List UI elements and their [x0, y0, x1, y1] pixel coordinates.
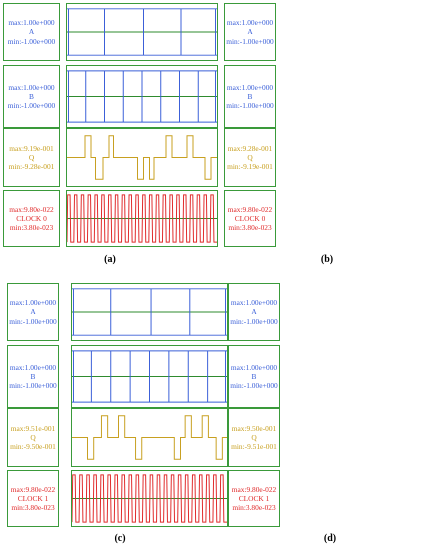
signal-name-text: Q — [251, 432, 257, 442]
waveform-plot — [66, 3, 218, 61]
signal-max-text: max:1.00e+000 — [230, 362, 278, 372]
signal-label-box — [228, 408, 280, 467]
signal-label-box — [224, 128, 276, 187]
signal-label-box — [3, 3, 60, 61]
waveform-plot — [71, 408, 228, 467]
signal-min-text: min:-1.00e+000 — [7, 101, 56, 111]
signal-max-text: max:9.19e-001 — [9, 143, 54, 153]
waveform-svg — [67, 191, 217, 246]
signal-min-text: min:-1.00e+000 — [226, 101, 274, 111]
signal-label-box — [7, 408, 59, 467]
caption-b: (b) — [320, 254, 334, 265]
signal-min-text: min:-1.00e+000 — [9, 381, 57, 391]
signal-max-text: max:9.80e-022 — [10, 484, 56, 494]
signal-name-text: B — [30, 371, 36, 381]
waveform-plot — [66, 65, 218, 128]
signal-min-text: min:-9.28e-001 — [8, 162, 55, 172]
signal-label-box — [228, 283, 280, 341]
signal-max-text: max:9.50e-001 — [231, 423, 277, 433]
waveform-plot — [71, 345, 228, 408]
waveform-svg — [72, 346, 227, 407]
signal-label-box — [7, 283, 59, 341]
signal-name-text: A — [30, 307, 36, 317]
waveform-svg — [72, 409, 227, 466]
signal-label-box — [224, 190, 276, 247]
signal-name-text: A — [251, 307, 257, 317]
waveform-svg — [67, 129, 217, 186]
signal-name-text: Q — [247, 152, 253, 162]
signal-label-box — [228, 470, 280, 527]
signal-max-text: max:1.00e+000 — [9, 298, 57, 308]
signal-label-box — [7, 345, 59, 408]
signal-max-text: max:1.00e+000 — [226, 18, 274, 28]
caption-d: (d) — [323, 533, 337, 544]
q-waveform — [72, 416, 227, 459]
signal-max-text: max:1.00e+000 — [8, 18, 55, 28]
waveform-svg — [72, 471, 227, 526]
signal-min-text: min:-9.50e-001 — [10, 442, 56, 452]
signal-name-text: Q — [28, 152, 35, 162]
signal-min-text: min:3.80e-023 — [9, 223, 54, 233]
waveform-plot — [71, 470, 228, 527]
signal-name-text: B — [247, 91, 253, 101]
signal-name-text: B — [29, 91, 34, 101]
signal-name-text: CLOCK 0 — [234, 213, 266, 223]
signal-name-text: B — [251, 371, 257, 381]
signal-label-box — [3, 190, 60, 247]
signal-label-box — [3, 128, 60, 187]
caption-a: (a) — [104, 254, 116, 265]
waveform-plot — [71, 283, 228, 341]
signal-max-text: max:9.80e-022 — [9, 204, 54, 214]
caption-c: (c) — [114, 533, 126, 544]
signal-max-text: max:9.28e-001 — [227, 143, 273, 153]
signal-label-box — [3, 65, 60, 128]
signal-label-box — [224, 3, 276, 61]
signal-min-text: min:-1.00e+000 — [230, 381, 278, 391]
signal-name-text: A — [247, 27, 253, 37]
signal-name-text: CLOCK 0 — [16, 213, 47, 223]
signal-min-text: min:3.80e-023 — [232, 503, 276, 513]
signal-min-text: min:-1.00e+000 — [9, 316, 57, 326]
signal-max-text: max:9.80e-022 — [227, 204, 273, 214]
signal-name-text: CLOCK 1 — [238, 493, 270, 503]
signal-min-text: min:3.80e-023 — [11, 503, 55, 513]
q-waveform — [67, 136, 217, 179]
waveform-plot — [66, 128, 218, 187]
signal-max-text: max:1.00e+000 — [226, 82, 274, 92]
signal-max-text: max:1.00e+000 — [230, 298, 278, 308]
waveform-plot — [66, 190, 218, 247]
signal-label-box — [228, 345, 280, 408]
signal-max-text: max:1.00e+000 — [9, 362, 57, 372]
waveform-svg — [67, 66, 217, 127]
signal-name-text: Q — [30, 432, 36, 442]
signal-max-text: max:9.80e-022 — [231, 484, 277, 494]
signal-min-text: min:-1.00e+000 — [7, 36, 56, 46]
signal-min-text: min:-9.19e-001 — [227, 162, 273, 172]
signal-max-text: max:9.51e-001 — [10, 423, 56, 433]
signal-min-text: min:-9.51e-001 — [231, 442, 277, 452]
signal-label-box — [7, 470, 59, 527]
waveform-svg — [72, 284, 227, 340]
signal-max-text: max:1.00e+000 — [8, 82, 55, 92]
signal-name-text: CLOCK 1 — [17, 493, 49, 503]
signal-label-box — [224, 65, 276, 128]
waveform-svg — [67, 4, 217, 60]
signal-min-text: min:-1.00e+000 — [226, 36, 274, 46]
signal-name-text: A — [28, 27, 35, 37]
signal-min-text: min:3.80e-023 — [228, 223, 272, 233]
signal-min-text: min:-1.00e+000 — [230, 316, 278, 326]
